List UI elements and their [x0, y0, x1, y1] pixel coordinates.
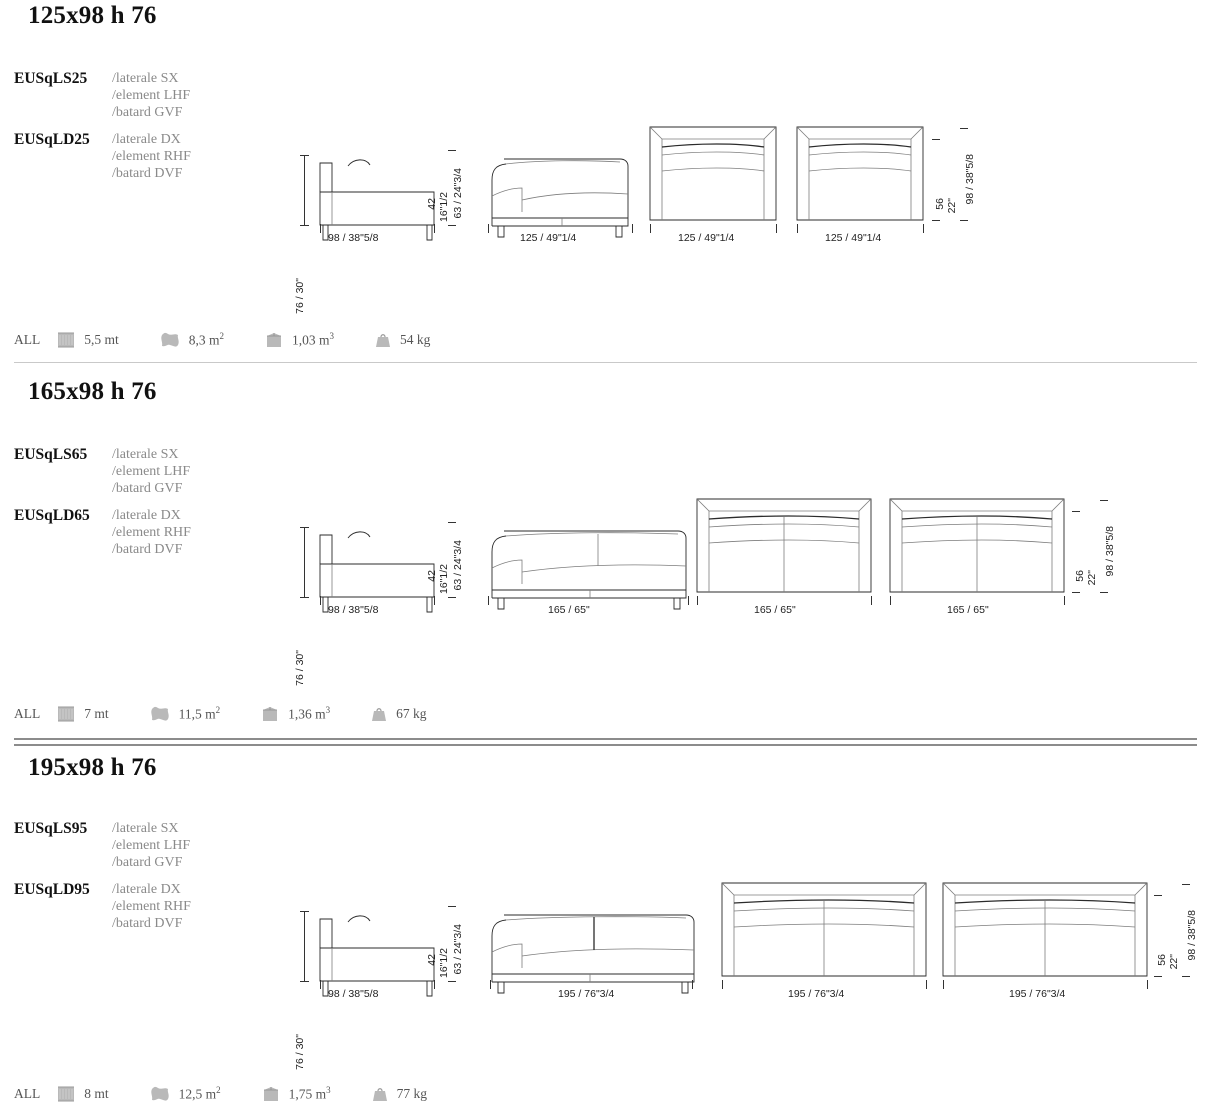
spec-value: 8 mt	[84, 1086, 109, 1101]
weight-icon	[370, 704, 388, 724]
top-view-left-drawing	[648, 125, 778, 225]
code-desc-line: /element LHF	[112, 838, 191, 853]
box-icon	[264, 330, 284, 350]
spec-row	[14, 704, 467, 724]
front-depth-label: 63 / 24"3/4	[452, 168, 464, 219]
code-desc-line: /batard GVF	[112, 481, 183, 496]
code-id: EUSqLD95	[14, 881, 90, 898]
code-id: EUSqLS65	[14, 446, 88, 463]
code-desc-line: /laterale SX	[112, 447, 179, 462]
side-width-label: 98 / 38"5/8	[328, 604, 379, 616]
front-seat-label-in: 16"1/2	[438, 192, 450, 223]
leather-icon	[149, 1084, 171, 1104]
top-view-left-drawing	[695, 497, 873, 597]
fabric-icon	[56, 330, 76, 350]
top-right-width-label: 125 / 49"1/4	[825, 232, 882, 244]
side-height-label: 76 / 30"	[294, 1034, 306, 1070]
spec-fabric	[56, 330, 119, 350]
spec-leather	[159, 330, 224, 350]
code-description	[112, 446, 190, 497]
code-desc-line: /element RHF	[112, 149, 191, 164]
fabric-icon	[56, 704, 76, 724]
code-desc-line: /laterale DX	[112, 882, 181, 897]
spec-superscript: 3	[325, 705, 331, 716]
spec-value: 12,5 $m^2$	[178, 1085, 221, 1102]
code-desc-line: /batard DVF	[112, 916, 183, 931]
side-width-label: 98 / 38"5/8	[328, 988, 379, 1000]
code-desc-line: /batard GVF	[112, 855, 183, 870]
top-right-width-label: 195 / 76"3/4	[1009, 988, 1066, 1000]
technical-drawings	[280, 876, 1200, 1070]
code-entry	[14, 131, 191, 182]
right-inner-dim-label-in: 22"	[946, 198, 958, 214]
spec-leather	[149, 1084, 221, 1104]
code-list	[14, 446, 191, 568]
code-entry	[14, 507, 191, 558]
top-right-width-label: 165 / 65"	[947, 604, 989, 616]
spec-leather	[149, 704, 221, 724]
leather-icon	[149, 704, 171, 724]
front-width-label: 165 / 65"	[548, 604, 590, 616]
code-description	[112, 131, 191, 182]
spec-volume	[260, 704, 330, 724]
code-id: EUSqLD25	[14, 131, 90, 148]
code-id: EUSqLD65	[14, 507, 90, 524]
top-view-right-drawing	[888, 497, 1066, 597]
box-icon	[261, 1084, 281, 1104]
spec-superscript: 2	[219, 331, 225, 342]
spec-value: 1,75 $m^3$	[288, 1085, 331, 1102]
spec-row	[14, 330, 470, 350]
front-depth-label: 63 / 24"3/4	[452, 540, 464, 591]
code-desc-line: /element LHF	[112, 464, 191, 479]
weight-icon	[374, 330, 392, 350]
spec-weight	[374, 330, 430, 350]
front-seat-label-in: 16"1/2	[438, 948, 450, 979]
all-label: ALL	[14, 706, 41, 721]
spec-value: 8,3 $m^2$	[188, 331, 225, 348]
code-entry	[14, 881, 191, 932]
spec-volume	[264, 330, 334, 350]
spec-superscript: 3	[326, 1085, 331, 1096]
all-label: ALL	[14, 332, 41, 347]
spec-value: 1,03 $m^3$	[292, 331, 335, 348]
technical-drawings	[280, 120, 1000, 314]
section-divider-thick	[14, 738, 1197, 740]
code-id: EUSqLS25	[14, 70, 88, 87]
code-desc-line: /element RHF	[112, 525, 191, 540]
front-seat-label: 42	[426, 198, 438, 210]
right-outer-dim-label: 98 / 38"5/8	[964, 154, 976, 205]
technical-drawings	[280, 492, 1120, 686]
right-outer-dim-label: 98 / 38"5/8	[1186, 910, 1198, 961]
code-list	[14, 70, 191, 192]
weight-icon	[371, 1084, 389, 1104]
section-divider-thin	[14, 362, 1197, 363]
code-entry	[14, 446, 191, 497]
code-desc-line: /batard DVF	[112, 542, 183, 557]
code-desc-line: /laterale SX	[112, 71, 179, 86]
side-width-label: 98 / 38"5/8	[328, 232, 379, 244]
spec-value: 11,5 $m^2$	[178, 705, 221, 722]
spec-superscript: 2	[216, 1085, 221, 1096]
spec-superscript: 2	[215, 705, 221, 716]
code-id: EUSqLS95	[14, 820, 88, 837]
right-inner-dim-label: 56	[1156, 954, 1168, 966]
code-desc-line: /element LHF	[112, 88, 191, 103]
code-description	[112, 881, 191, 932]
code-description	[112, 507, 191, 558]
section-165x98	[0, 372, 1207, 747]
top-left-width-label: 195 / 76"3/4	[788, 988, 845, 1000]
side-height-label: 76 / 30"	[294, 278, 306, 314]
front-seat-label: 42	[426, 954, 438, 966]
all-label: ALL	[14, 1086, 41, 1101]
section-title: 125x98 h 76	[28, 2, 157, 29]
spec-weight	[370, 704, 426, 724]
front-seat-label: 42	[426, 570, 438, 582]
spec-fabric	[56, 704, 108, 724]
code-list	[14, 820, 191, 942]
side-height-label: 76 / 30"	[294, 650, 306, 686]
spec-value: 67 kg	[396, 706, 427, 721]
front-seat-label-in: 16"1/2	[438, 564, 450, 595]
section-divider-thick-top	[14, 744, 1197, 746]
code-description	[112, 70, 190, 121]
code-desc-line: /laterale DX	[112, 508, 181, 523]
top-view-right-drawing	[941, 881, 1149, 981]
fabric-icon	[56, 1084, 76, 1104]
right-inner-dim-label-in: 22"	[1168, 954, 1180, 970]
leather-icon	[159, 330, 181, 350]
spec-superscript: 3	[329, 331, 335, 342]
section-125x98	[0, 0, 1207, 375]
code-desc-line: /laterale SX	[112, 821, 179, 836]
spec-value: 7 mt	[84, 706, 109, 721]
spec-weight	[371, 1084, 427, 1104]
section-195x98	[0, 746, 1207, 1107]
top-left-width-label: 125 / 49"1/4	[678, 232, 735, 244]
top-view-right-drawing	[795, 125, 925, 225]
spec-value: 1,36 $m^3$	[288, 705, 331, 722]
code-description	[112, 820, 190, 871]
code-desc-line: /laterale DX	[112, 132, 181, 147]
spec-row	[14, 1084, 467, 1104]
spec-value: 77 kg	[396, 1086, 428, 1101]
spec-fabric	[56, 1084, 108, 1104]
right-inner-dim-label: 56	[1074, 570, 1086, 582]
code-desc-line: /batard DVF	[112, 166, 183, 181]
right-outer-dim-label: 98 / 38"5/8	[1104, 526, 1116, 577]
section-title: 195x98 h 76	[28, 754, 157, 781]
spec-value: 54 kg	[400, 332, 431, 347]
box-icon	[260, 704, 280, 724]
top-left-width-label: 165 / 65"	[754, 604, 796, 616]
code-entry	[14, 820, 191, 871]
right-inner-dim-label-in: 22"	[1086, 570, 1098, 586]
front-depth-label: 63 / 24"3/4	[452, 924, 464, 975]
spec-volume	[261, 1084, 331, 1104]
section-title: 165x98 h 76	[28, 378, 157, 405]
code-entry	[14, 70, 191, 121]
front-width-label: 195 / 76"3/4	[558, 988, 615, 1000]
top-view-left-drawing	[720, 881, 928, 981]
code-desc-line: /batard GVF	[112, 105, 183, 120]
right-inner-dim-label: 56	[934, 198, 946, 210]
spec-value: 5,5 mt	[84, 332, 119, 347]
front-width-label: 125 / 49"1/4	[520, 232, 577, 244]
code-desc-line: /element RHF	[112, 899, 191, 914]
